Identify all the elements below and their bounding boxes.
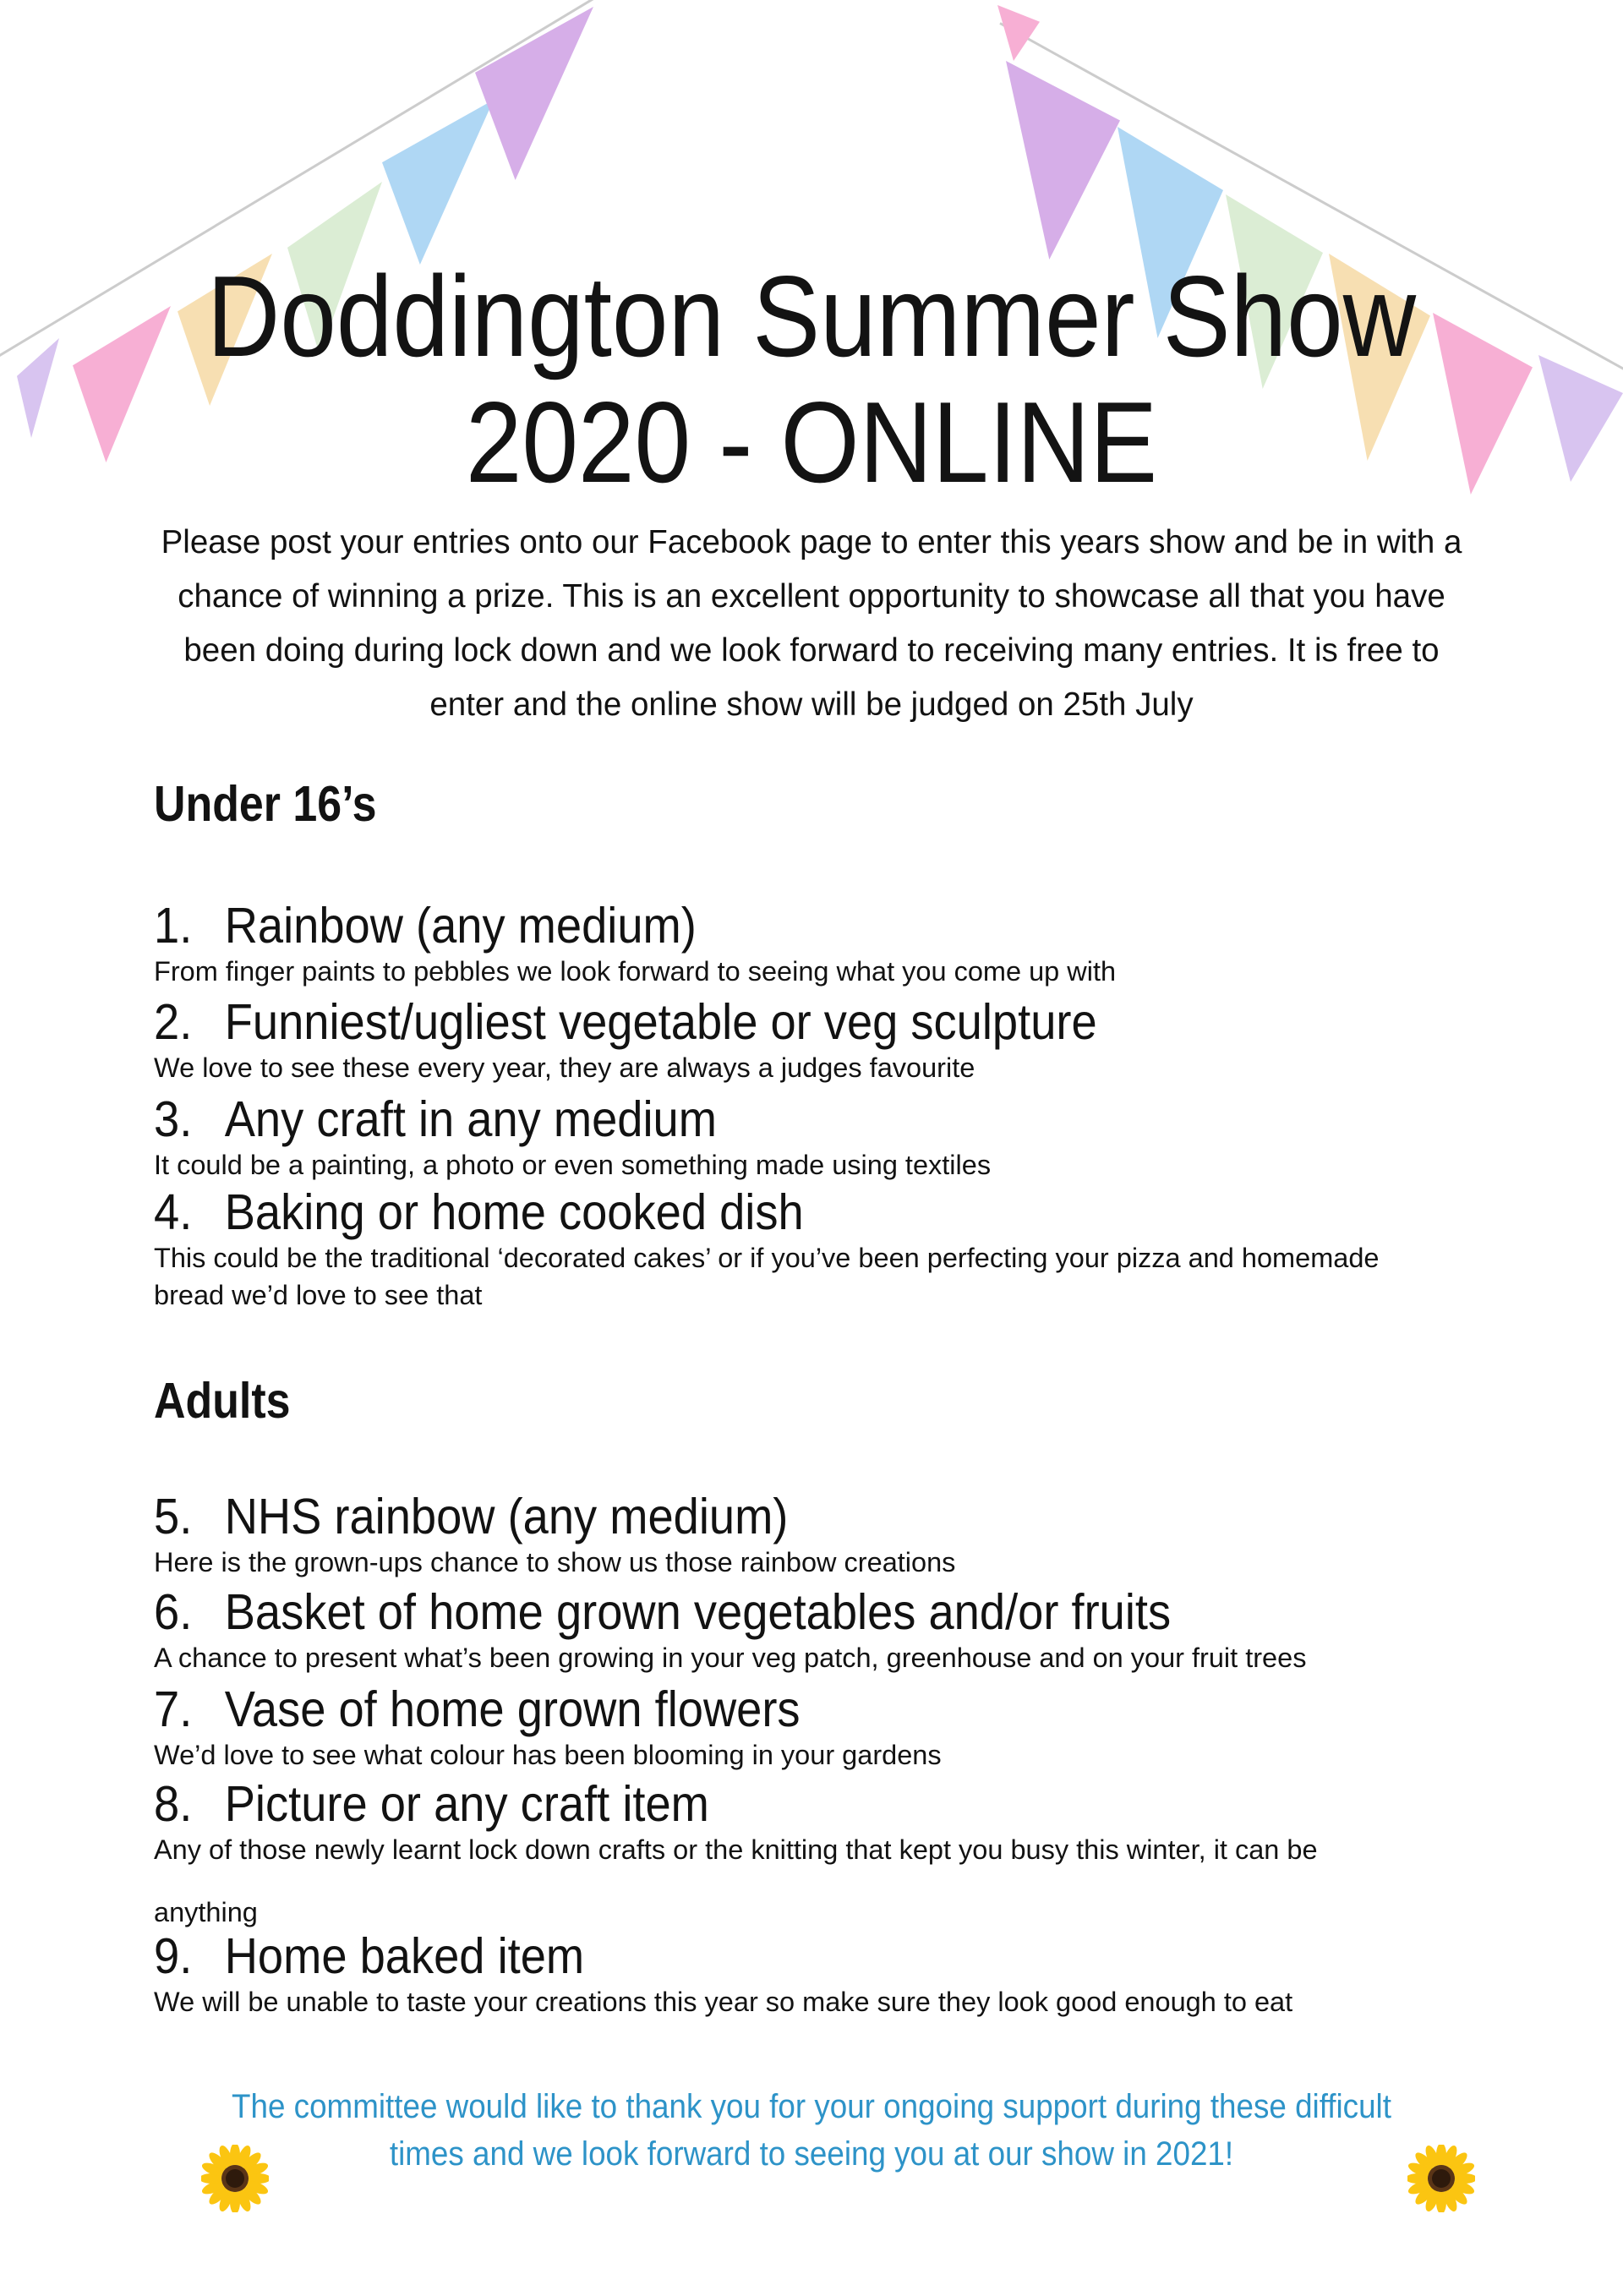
footer-line: times and we look forward to seeing you at our show in 2021! [389,2135,1234,2173]
list-item-9 [154,1929,1591,2020]
item-description: We’d love to see what colour has been blooming in your gardens [154,1740,942,1770]
bunting-flag-lavender [1538,355,1623,482]
item-number: 7. [154,1681,193,1737]
item-title: Vase of home grown flowers [224,1681,801,1737]
bunting-flag-pink-tip [997,5,1040,61]
item-title: Home baked item [224,1928,585,1984]
bunting-flag-lavender [17,338,59,438]
list-item-7 [154,1682,1591,1774]
list-item-2 [154,995,1591,1086]
bunting-flag-blue [382,100,494,265]
intro-line: enter and the online show will be judged on 25th July [429,686,1194,723]
item-number: 2. [154,994,193,1050]
list-item-8 [154,1777,1591,1931]
list-item-6 [154,1585,1591,1676]
item-description: This could be the traditional ‘decorated cakes’ or if you’ve been perfecting your pizza and homemade [154,1243,1380,1273]
item-description: Any of those newly learnt lock down crafts or the knitting that kept you busy this winter, it can be [154,1834,1318,1865]
page-title-line1: Doddington Summer Show [206,252,1417,380]
item-title-row [154,1929,1476,1983]
item-title-row [154,1092,1476,1146]
item-title: Rainbow (any medium) [224,898,697,954]
item-description: It could be a painting, a photo or even something made using textiles [154,1150,992,1180]
sunflower-icon [1407,2145,1475,2212]
intro-line: Please post your entries onto our Facebook page to enter this years show and be in with a [161,524,1462,560]
item-description: We love to see these every year, they are always a judges favourite [154,1052,975,1083]
item-description-continued: bread we’d love to see that [154,1280,483,1310]
item-title-row [154,1490,1476,1544]
intro-line: chance of winning a prize. This is an excellent opportunity to showcase all that you have [178,578,1445,615]
item-title-row [154,899,1476,953]
item-number: 8. [154,1776,193,1832]
bunting-flag-purple [1006,61,1120,260]
section-heading-under-16s: Under 16’s [154,776,377,832]
item-title: Funniest/ugliest vegetable or veg sculpture [224,994,1097,1050]
item-description-continued: anything [154,1897,258,1927]
item-title-row [154,995,1476,1049]
footer-line: The committee would like to thank you for your ongoing support during these difficult [232,2088,1391,2125]
list-item-1 [154,899,1591,990]
item-title: Basket of home grown vegetables and/or fruits [224,1584,1172,1640]
page-title [97,254,1526,506]
item-number: 3. [154,1091,193,1147]
item-number: 6. [154,1584,193,1640]
footer-message [65,2083,1558,2178]
item-title-row [154,1682,1476,1736]
item-description: Here is the grown-ups chance to show us those rainbow creations [154,1547,956,1577]
item-description: We will be unable to taste your creations this year so make sure they look good enough to eat [154,1987,1293,2017]
item-number: 5. [154,1489,193,1544]
item-title-row [154,1777,1476,1831]
intro-paragraph [0,516,1623,732]
item-number: 4. [154,1184,193,1240]
intro-line: been doing during lock down and we look forward to receiving many entries. It is free to [183,632,1440,669]
item-title-row [154,1585,1476,1639]
item-title-row [154,1185,1476,1239]
page-title-line2: 2020 - ONLINE [465,378,1158,506]
item-title: Picture or any craft item [224,1776,709,1832]
sunflower-icon [201,2145,269,2212]
item-description: From finger paints to pebbles we look forward to seeing what you come up with [154,956,1117,987]
item-title: Any craft in any medium [224,1091,717,1147]
list-item-3 [154,1092,1591,1184]
item-description: A chance to present what’s been growing in your veg patch, greenhouse and on your fruit trees [154,1643,1307,1673]
item-number: 9. [154,1928,193,1984]
item-title: Baking or home cooked dish [224,1184,804,1240]
section-heading-adults: Adults [154,1373,291,1429]
list-item-4 [154,1185,1591,1314]
item-number: 1. [154,898,193,954]
list-item-5 [154,1490,1591,1581]
item-title: NHS rainbow (any medium) [224,1489,789,1544]
